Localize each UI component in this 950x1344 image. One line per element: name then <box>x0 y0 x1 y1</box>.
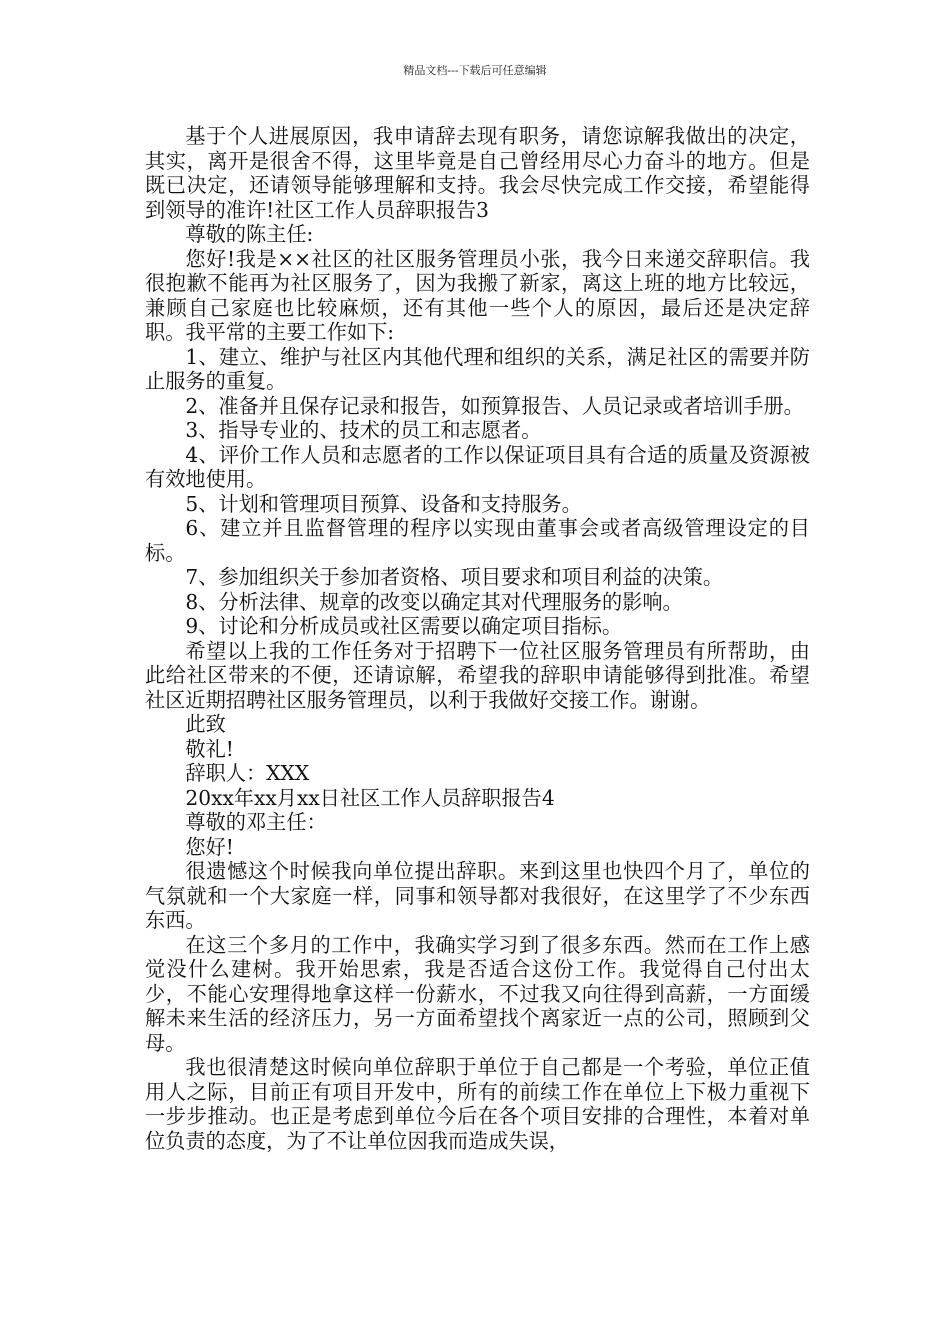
paragraph-closing-hope: 希望以上我的工作任务对于招聘下一位社区服务管理员有所帮助，由此给社区带来的不便，还请谅解，希望我的辞职申请能够得到批准。希望社区近期招聘社区服务管理员，以利于我做好交接工作。谢谢。 <box>145 638 810 712</box>
duty-item-3: 3、指导专业的、技术的员工和志愿者。 <box>185 418 542 442</box>
duty-item-7: 7、参加组织关于参加者资格、项目要求和项目利益的决策。 <box>185 565 724 589</box>
duty-item-2: 2、准备并且保存记录和报告，如预算报告、人员记录或者培训手册。 <box>185 393 804 418</box>
closing-ci-zhi: 此致 <box>185 712 226 736</box>
duty-item-9: 9、讨论和分析成员或社区需要以确定项目指标。 <box>185 614 623 638</box>
duty-item-8: 8、分析法律、规章的改变以确定其对代理服务的影响。 <box>185 589 683 614</box>
document-body <box>145 124 810 1153</box>
paragraph-intro: 基于个人进展原因，我申请辞去现有职务，请您谅解我做出的决定，其实，离开是很舍不得，这里毕竟是自己曾经用尽心力奋斗的地方。但是既已决定，还请领导能够理解和支持。我会尽快完成工作交接，希望能得到领导的准许!社区工作人员辞职报告3 <box>145 124 810 222</box>
greeting-hello: 您好! <box>185 834 234 859</box>
paragraph-regret: 很遗憾这个时候我向单位提出辞职。来到这里也快四个月了，单位的气氛就和一个大家庭一样，同事和领导都对我很好，在这里学了不少东西东西。 <box>145 859 810 932</box>
signature-line: 辞职人：XXX <box>185 761 310 785</box>
paragraph-aware: 我也很清楚这时候向单位辞职于单位于自己都是一个考验，单位正值用人之际，目前正有项目开发中，所有的前续工作在单位上下极力重视下一步步推动。也正是考虑到单位今后在各个项目安排的合理性，本着对单位负责的态度，为了不让单位因我而造成失误， <box>145 1055 810 1153</box>
duty-item-6: 6、建立并且监督管理的程序以实现由董事会或者高级管理设定的目标。 <box>145 516 810 565</box>
duty-item-1: 1、建立、维护与社区内其他代理和组织的关系，满足社区的需要并防止服务的重复。 <box>145 344 810 393</box>
page-header: 精品文档---下载后可任意编辑 <box>403 64 547 77</box>
duty-item-4: 4、评价工作人员和志愿者的工作以保证项目具有合适的质量及资源被有效地使用。 <box>145 442 810 491</box>
paragraph-three-months: 在这三个多月的工作中，我确实学习到了很多东西。然而在工作上感觉没什么建树。我开始思索，我是否适合这份工作。我觉得自己付出太少，不能心安理得地拿这样一份薪水，不过我又向往得到高薪，一方面缓解未来生活的经济压力，另一方面希望找个离家近一点的公司，照顾到父母。 <box>145 932 810 1055</box>
duty-item-5: 5、计划和管理项目预算、设备和支持服务。 <box>185 491 582 516</box>
closing-jing-li: 敬礼! <box>185 736 234 761</box>
salutation-chen: 尊敬的陈主任: <box>185 222 314 246</box>
paragraph-greeting-resignation: 您好!我是××社区的社区服务管理员小张，我今日来递交辞职信。我很抱歉不能再为社区服务了，因为我搬了新家，离这上班的地方比较远，兼顾自己家庭也比较麻烦，还有其他一些个人的原因，最后还是决定辞职。我平常的主要工作如下: <box>145 246 810 344</box>
date-and-title-4: 20xx年xx月xx日社区工作人员辞职报告4 <box>185 785 555 810</box>
salutation-deng: 尊敬的邓主任： <box>185 810 327 834</box>
